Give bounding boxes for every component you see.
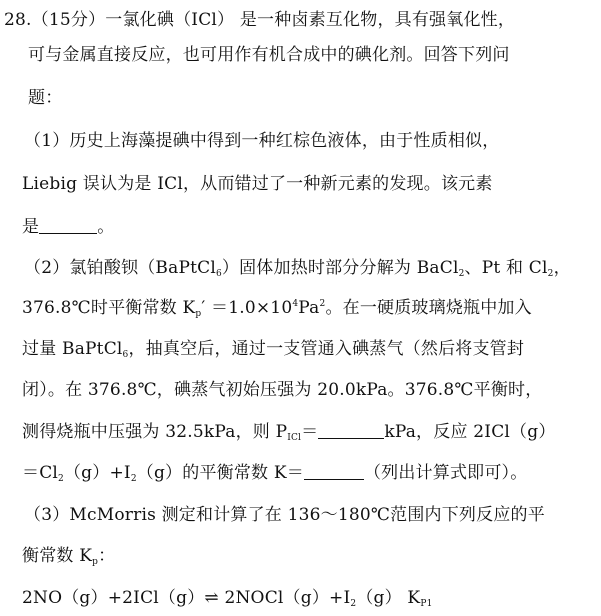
- part1-line-1: （1）历史上海藻提碘中得到一种红棕色液体，由于性质相似，: [24, 131, 500, 151]
- subscript: 6: [215, 269, 222, 279]
- question-title: 一氯化碘（ICl） 是一种卤素互化物，具有强氧化性，: [105, 10, 516, 30]
- text: ′ ＝1.0×10: [201, 298, 293, 318]
- text: （g） K: [356, 588, 421, 608]
- question-number: 28.: [4, 10, 32, 30]
- answer-blank-picl: [318, 420, 384, 439]
- subscript: 2: [130, 474, 137, 484]
- subscript: p: [92, 557, 99, 567]
- subscript: ICl: [287, 433, 302, 443]
- subscript: p: [195, 309, 202, 319]
- text: 衡常数 K: [22, 546, 93, 566]
- text: ＝: [301, 422, 319, 442]
- text: 测得烧瓶中压强为 32.5kPa，则 P: [22, 422, 288, 442]
- part2-line-4: 闭）。在 376.8℃，碘蒸气初始压强为 20.0kPa。376.8℃平衡时，: [22, 380, 543, 400]
- question-intro-line-2: 可与金属直接反应，也可用作有机合成中的碘化剂。回答下列问: [28, 45, 510, 65]
- text: 376.8℃时平衡常数 K: [22, 298, 196, 318]
- part2-line-5: [22, 417, 556, 447]
- part3-line-2: [22, 541, 115, 571]
- question-intro-line-3: 题：: [28, 88, 63, 108]
- part1-line-2: Liebig 误认为是 ICl，从而错过了一种新元素的发现。该元素: [22, 174, 493, 194]
- part2-line-3: [22, 334, 524, 364]
- part2-line-1: [24, 253, 571, 283]
- part1-period: 。: [97, 217, 115, 237]
- superscript: 4: [292, 299, 299, 309]
- part2-line-6: [22, 458, 527, 488]
- question-header: [4, 5, 515, 35]
- subscript: 2: [350, 599, 357, 609]
- text: ，抽真空后，通过一支管通入碘蒸气（然后将支管封: [128, 339, 525, 359]
- text: （列出计算式即可）。: [363, 463, 528, 483]
- part1-line-3: [22, 212, 114, 242]
- text: ）固体加热时部分分解为 BaCl: [221, 258, 459, 278]
- answer-blank-k: [304, 461, 364, 480]
- answer-blank-element: [39, 215, 97, 234]
- text: 。在一硬质玻璃烧瓶中加入: [325, 298, 532, 318]
- part3-line-1: （3）McMorris 测定和计算了在 136～180℃范围内下列反应的平: [24, 505, 545, 525]
- subscript: P1: [420, 599, 433, 609]
- text: ，: [553, 258, 571, 278]
- superscript: 2: [319, 299, 326, 309]
- subscript: 2: [58, 474, 64, 484]
- text: 、Pt 和 Cl: [464, 258, 548, 278]
- text: kPa，反应 2ICl（g）: [384, 422, 556, 442]
- text: Pa: [298, 298, 320, 318]
- part1-text: 是: [22, 217, 40, 237]
- text: 过量 BaPtCl: [22, 339, 123, 359]
- text: 2NO（g）+2ICl（g）⇌ 2NOCl（g）+I: [22, 588, 351, 608]
- text: ＝Cl: [22, 463, 59, 483]
- reaction-equation: [22, 583, 433, 613]
- question-score: （15分）: [31, 10, 106, 30]
- subscript: 2: [458, 269, 465, 279]
- subscript: 2: [547, 269, 554, 279]
- part2-line-2: [22, 293, 532, 323]
- text: ：: [98, 546, 116, 566]
- text: （2）氯铂酸钡（BaPtCl: [24, 258, 216, 278]
- text: （g）+I: [63, 463, 131, 483]
- subscript: 6: [122, 350, 129, 360]
- text: （g）的平衡常数 K＝: [136, 463, 304, 483]
